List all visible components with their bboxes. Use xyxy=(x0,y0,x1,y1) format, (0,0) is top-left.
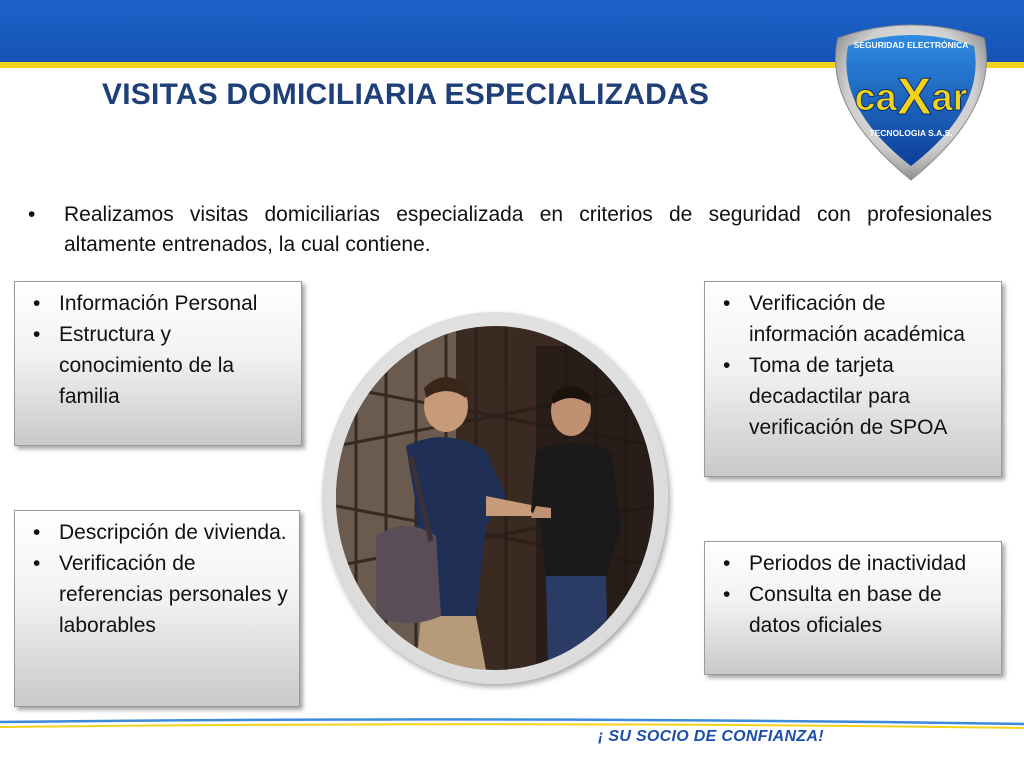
list-item: • Estructura y conocimiento de la familia xyxy=(29,319,293,412)
list-item: • Verificación de referencias personales y laborables xyxy=(29,548,291,641)
list-item: • Información Personal xyxy=(29,288,293,319)
list-item: • Periodos de inactividad xyxy=(719,548,993,579)
intro-bullet: • xyxy=(28,203,36,226)
list-item: • Verificación de información académica xyxy=(719,288,993,350)
footer-slogan: ¡ SU SOCIO DE CONFIANZA! xyxy=(598,728,824,745)
logo-brand-ca: ca xyxy=(854,77,897,119)
svg-text:caXar xyxy=(855,68,968,126)
list-item: • Consulta en base de datos oficiales xyxy=(719,579,993,641)
info-box-housing xyxy=(14,510,300,707)
list-item: • Descripción de vivienda. xyxy=(29,517,291,548)
caxar-logo xyxy=(818,18,1004,188)
info-box-personal xyxy=(14,281,302,446)
info-box-academic xyxy=(704,281,1002,477)
logo-brand-ar: ar xyxy=(931,77,968,119)
list-item: • Toma de tarjeta decadactilar para verificación de SPOA xyxy=(719,350,993,443)
logo-top-text: SEGURIDAD ELECTRÓNICA xyxy=(853,40,969,50)
logo-brand-x: X xyxy=(896,68,932,126)
logo-bottom-text: TECNOLOGIA S.A.S. xyxy=(869,128,953,138)
intro-paragraph xyxy=(28,200,992,260)
slide-title: VISITAS DOMICILIARIA ESPECIALIZADAS xyxy=(102,78,710,111)
info-box-inactivity xyxy=(704,541,1002,675)
handshake-photo xyxy=(336,326,654,670)
footer-lines xyxy=(0,718,1024,732)
intro-text: Realizamos visitas domiciliarias especializada en criterios de seguridad con profesionales altamente entrenados, la cual contiene. xyxy=(64,203,992,256)
